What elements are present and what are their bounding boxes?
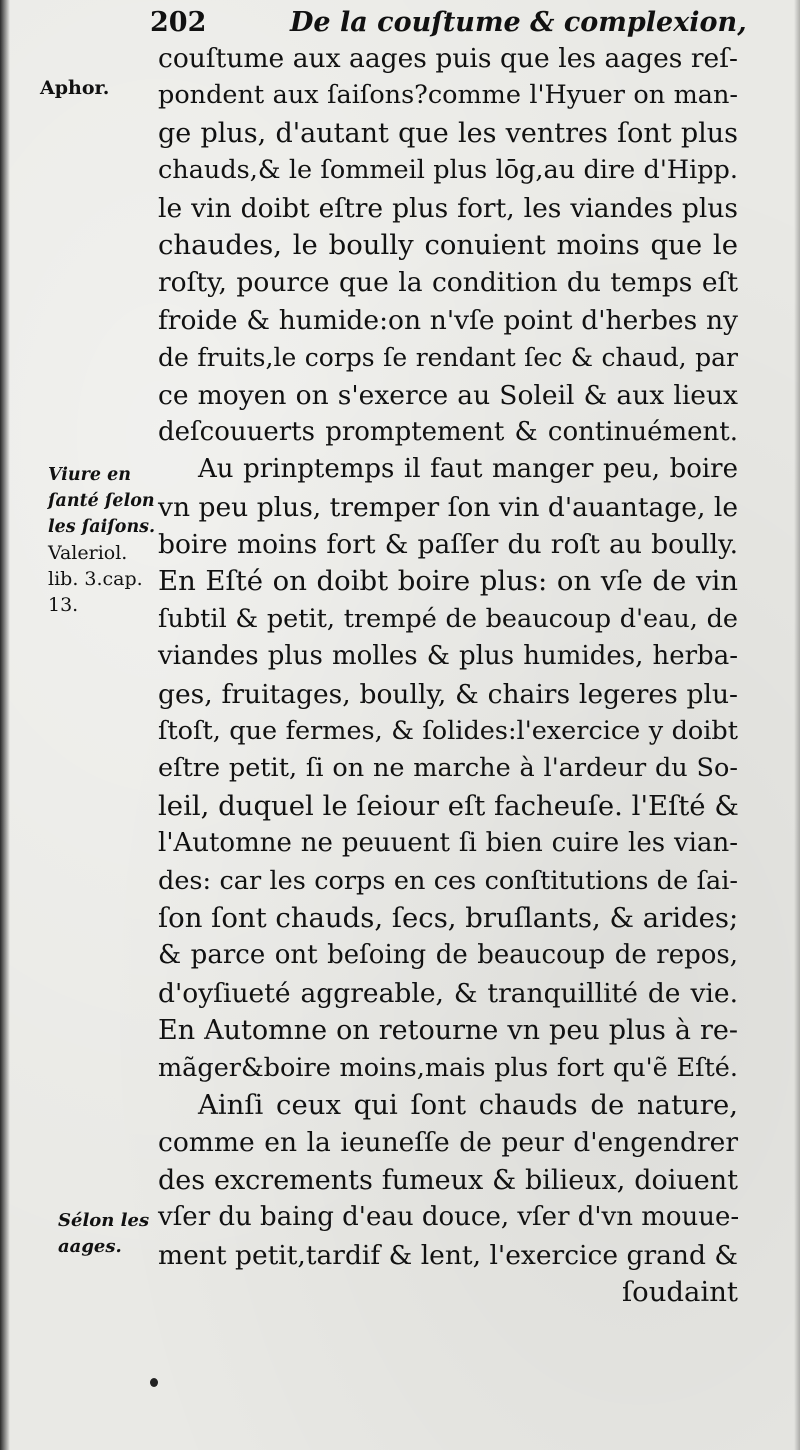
text-line: l'Automne ne peuuent ſi bien cuire les vian- [158, 828, 738, 859]
margin-note-line: lib. 3.cap. [48, 568, 143, 590]
text-line: ſubtil & petit, trempé de beaucoup d'eau, de [158, 603, 738, 634]
text-line: des excrements fumeux & bilieux, doiuent [158, 1164, 738, 1196]
text-line: ſon ſont chauds, ſecs, bruſlants, & arides; [158, 901, 739, 934]
page-left-edge-shadow [0, 0, 10, 1450]
text-line: couſtume aux aages puis que les aages reſ- [158, 43, 738, 74]
text-line: En Automne on retourne vn peu plus à re- [158, 1015, 738, 1047]
text-line: ge plus, d'autant que les ventres ſont plus [158, 117, 738, 149]
margin-note-line: les ſaiſons. [48, 517, 156, 537]
margin-note-selon-les-aages [58, 1208, 149, 1260]
margin-note-line: 13. [48, 594, 79, 616]
text-line: & parce ont beſoing de beaucoup de repos, [158, 940, 738, 971]
text-line: ce moyen on s'exerce au Soleil & aux lieux [158, 379, 738, 411]
text-line: leil, duquel le ſeiour eſt facheuſe. l'Eſté & [158, 789, 739, 822]
text-line: ment petit,tardif & lent, l'exercice grand & [158, 1239, 738, 1271]
page-right-edge-shadow [794, 0, 800, 1450]
ink-speck [150, 1378, 158, 1387]
text-line: le vin doibt eſtre plus fort, les viandes plus [158, 192, 738, 224]
text-line: des: car les corps en ces conſtitutions de ſai- [158, 865, 738, 896]
text-line: vſer du baing d'eau douce, vſer d'vn mouue- [158, 1202, 740, 1233]
margin-note-viure-en-sante [48, 462, 155, 540]
margin-note-line: aages. [58, 1236, 122, 1257]
margin-note-line: Valeriol. [48, 542, 128, 564]
margin-note-aphor: Aphor. [40, 77, 110, 99]
text-line: roſty, pource que la condition du temps eſt [158, 267, 738, 299]
margin-note-line: Viure en [48, 465, 131, 485]
text-line: pondent aux ſaiſons?comme l'Hyuer on man- [158, 80, 738, 111]
text-line: chaudes, le boully conuient moins que le [158, 228, 738, 261]
text-line: froide & humide:on n'vſe point d'herbes ny [158, 304, 738, 336]
text-line: mãger&boire moins,mais plus fort qu'ẽ Eſté. [158, 1052, 738, 1083]
text-line: comme en la ieuneſſe de peur d'engendrer [158, 1127, 738, 1159]
body-text [158, 40, 738, 1311]
text-line: boire moins fort & paſſer du roſt au boully. [158, 529, 738, 561]
text-line: d'oyſiueté aggreable, & tranquillité de vie. [158, 977, 738, 1009]
page-number: 202 [150, 7, 207, 38]
text-line: chauds,& le ſommeil plus lōg,au dire d'Hipp. [158, 155, 738, 186]
text-line: deſcouuerts promptement & continuément. [158, 416, 738, 447]
text-line: vn peu plus, tremper ſon vin d'auantage, le [158, 491, 738, 523]
text-line: de fruits,le corps ſe rendant ſec & chaud, par [158, 343, 738, 373]
text-line: ges, fruitages, boully, & chairs legeres plu- [158, 678, 738, 710]
text-line: Ainſi ceux qui ſont chauds de nature, [198, 1088, 738, 1121]
text-line: eſtre petit, ſi on ne marche à l'ardeur du So- [158, 753, 738, 784]
catchword: ſoudaint [621, 1275, 738, 1308]
running-title: De la couſtume & complexion, [290, 7, 747, 38]
text-line: En Eſté on doibt boire plus: on vſe de vin [158, 565, 738, 598]
margin-note-line: ſanté ſelon [48, 491, 155, 511]
text-line: Au prinptemps il faut manger peu, boire [198, 454, 738, 485]
page-header [150, 6, 747, 40]
margin-note-line: Sélon les [58, 1210, 150, 1231]
text-line: ſtoſt, que fermes, & ſolides:l'exercice y doibt [158, 716, 738, 747]
margin-note-valeriol [48, 540, 143, 618]
text-line: viandes plus molles & plus humides, herba- [158, 641, 738, 672]
